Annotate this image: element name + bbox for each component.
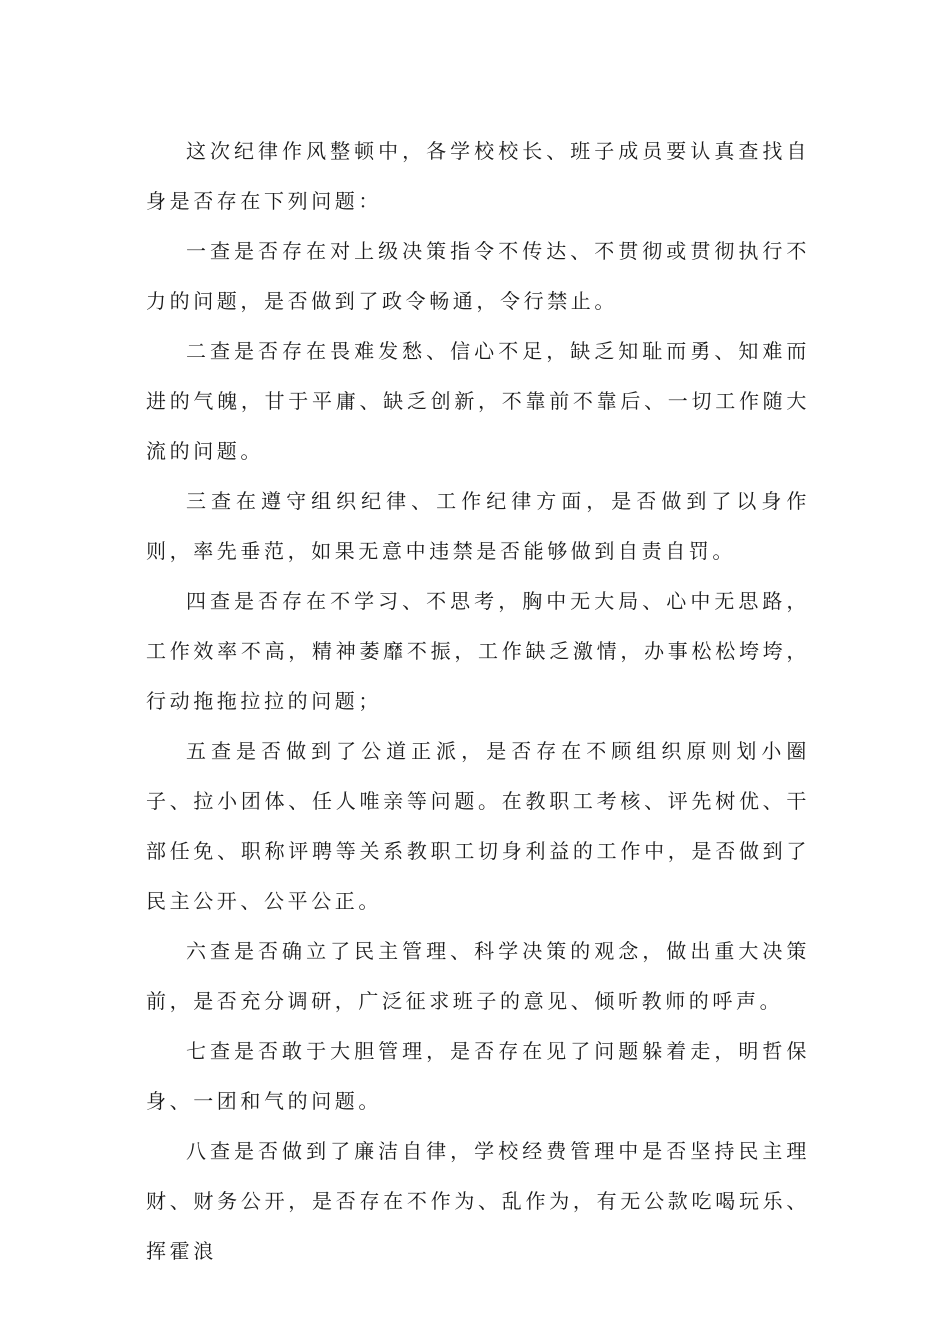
paragraph-check-5: 五查是否做到了公道正派，是否存在不顾组织原则划小圈子、拉小团体、任人唯亲等问题。在教职工考核、评先树优、干部任免、职称评聘等关系教职工切身利益的工作中，是否做到了民主公开、公平公正。 bbox=[146, 739, 810, 913]
paragraph-check-2: 二查是否存在畏难发愁、信心不足，缺乏知耻而勇、知难而进的气魄，甘于平庸、缺乏创新，不靠前不靠后、一切工作随大流的问题。 bbox=[146, 339, 810, 463]
paragraph-intro: 这次纪律作风整顿中，各学校校长、班子成员要认真查找自身是否存在下列问题： bbox=[146, 139, 810, 213]
paragraph-check-6: 六查是否确立了民主管理、科学决策的观念，做出重大决策前，是否充分调研，广泛征求班子的意见、倾听教师的呼声。 bbox=[146, 939, 810, 1013]
paragraph-check-3: 三查在遵守组织纪律、工作纪律方面，是否做到了以身作则，率先垂范，如果无意中违禁是否能够做到自责自罚。 bbox=[146, 489, 810, 563]
paragraph-check-1: 一查是否存在对上级决策指令不传达、不贯彻或贯彻执行不力的问题，是否做到了政令畅通，令行禁止。 bbox=[146, 239, 810, 313]
paragraph-check-4: 四查是否存在不学习、不思考，胸中无大局、心中无思路，工作效率不高，精神萎靡不振，工作缺乏激情，办事松松垮垮，行动拖拖拉拉的问题； bbox=[146, 589, 810, 713]
paragraph-check-8: 八查是否做到了廉洁自律，学校经费管理中是否坚持民主理财、财务公开，是否存在不作为、乱作为，有无公款吃喝玩乐、挥霍浪 bbox=[146, 1139, 810, 1263]
paragraph-check-7: 七查是否敢于大胆管理，是否存在见了问题躲着走，明哲保身、一团和气的问题。 bbox=[146, 1039, 810, 1113]
document-body bbox=[146, 126, 810, 1276]
